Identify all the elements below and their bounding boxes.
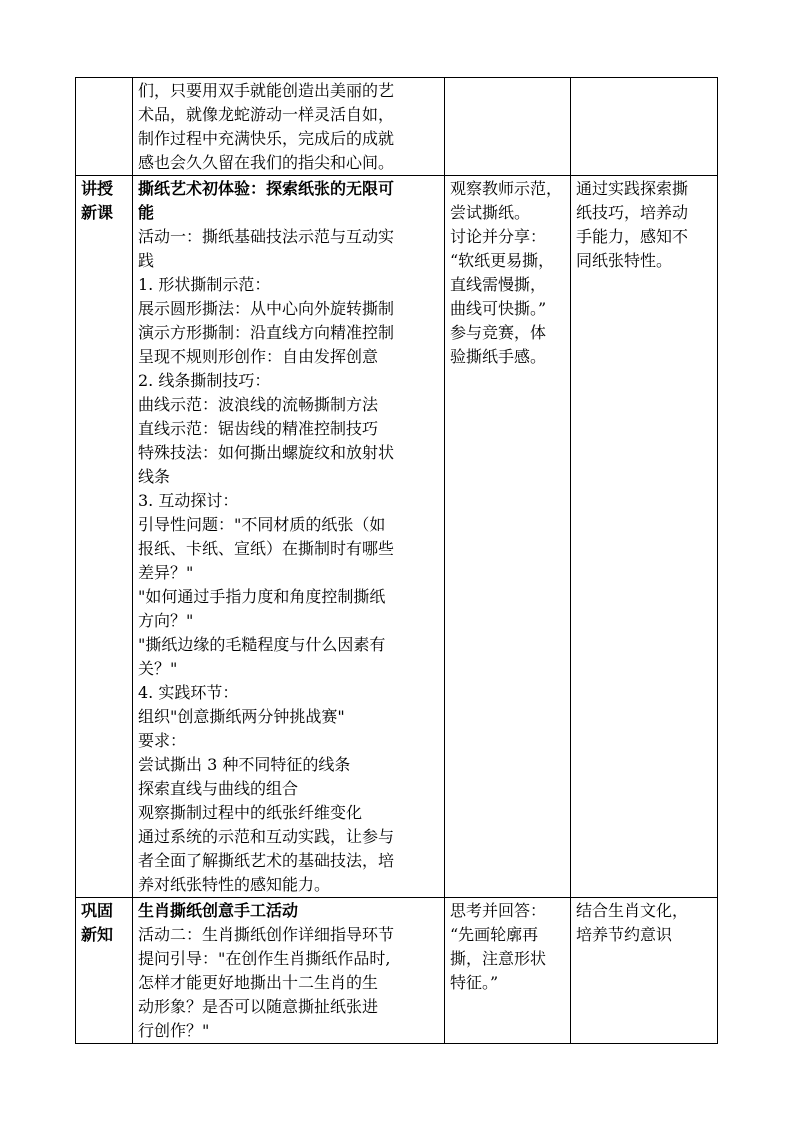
text-line: 直线需慢撕， (450, 275, 547, 294)
text-line: 纸技巧，培养动 (576, 203, 689, 222)
text-line: 者全面了解撕纸艺术的基础技法，培 (138, 851, 395, 870)
text-line: 尝试撕纸。 (450, 203, 531, 222)
text-line: 尝试撕出 3 种不同特征的线条 (138, 755, 351, 774)
text-line: 4. 实践环节： (138, 683, 239, 702)
content-text (138, 225, 439, 897)
text-line: 直线示范：锯齿线的精准控制技巧 (138, 419, 379, 438)
text-line: 生肖撕纸创意手工活动 (138, 901, 299, 920)
content-cell (133, 898, 445, 1044)
section-heading (138, 899, 439, 923)
text-line: 同纸张特性。 (576, 251, 673, 270)
text-line: "如何通过手指力度和角度控制撕纸 (138, 587, 386, 606)
text-line: 方向？" (138, 611, 194, 630)
table-row (76, 78, 718, 176)
text-line: 感也会久久留在我们的指尖和心间。 (138, 153, 395, 172)
text-line: 动形象？是否可以随意撕扯纸张进 (138, 997, 379, 1016)
text-line: 践 (138, 251, 155, 270)
text-line: 手能力，感知不 (576, 227, 689, 246)
text-line: 特殊技法：如何撕出螺旋纹和放射状 (138, 443, 395, 462)
text-line: 线条 (138, 467, 171, 486)
content-text (138, 79, 439, 175)
text-line: “先画轮廓再 (450, 925, 539, 944)
text-line: 术品，就像龙蛇游动一样灵活自如， (138, 105, 395, 124)
content-text (138, 923, 439, 1043)
lesson-plan-table (75, 77, 718, 1044)
text-line: 活动二：生肖撕纸创作详细指导环节 (138, 925, 395, 944)
text-line: “软纸更易撕， (450, 251, 555, 270)
text-line: 讨论并分享： (450, 227, 547, 246)
text-line: 呈现不规则形创作：自由发挥创意 (138, 347, 379, 366)
stage-cell (76, 176, 133, 898)
stage-cell (76, 78, 133, 176)
stage-cell (76, 898, 133, 1044)
text-line: 特征。” (450, 973, 499, 992)
text-line: 撕，注意形状 (450, 949, 547, 968)
design-purpose-cell (571, 898, 718, 1044)
text-line: 曲线可快撕。” (450, 299, 547, 318)
text-line: 提问引导："在创作生肖撕纸作品时, (138, 949, 391, 968)
text-line: 通过系统的示范和互动实践，让参与 (138, 827, 395, 846)
text-line: 探索直线与曲线的组合 (138, 779, 299, 798)
text-line: 参与竞赛，体 (450, 323, 547, 342)
text-line: 展示圆形撕法：从中心向外旋转撕制 (138, 299, 395, 318)
text-line: 通过实践探索撕 (576, 179, 689, 198)
text-line: 1. 形状撕制示范： (138, 275, 271, 294)
text-line: 行创作？" (138, 1021, 210, 1040)
text-line: 活动一：撕纸基础技法示范与互动实 (138, 227, 395, 246)
content-cell (133, 78, 445, 176)
text-line: 观察撕制过程中的纸张纤维变化 (138, 803, 363, 822)
text-line: 制作过程中充满快乐，完成后的成就 (138, 129, 395, 148)
text-line: 思考并回答： (450, 901, 547, 920)
section-heading (138, 177, 439, 225)
text-line: "撕纸边缘的毛糙程度与什么因素有 (138, 635, 386, 654)
text-line: 养对纸张特性的感知能力。 (138, 875, 331, 894)
student-activity-cell (445, 176, 571, 898)
table-row (76, 898, 718, 1044)
text-line: 撕纸艺术初体验：探索纸张的无限可 (138, 179, 395, 198)
text-line: 培养节约意识 (576, 925, 673, 944)
text-line: 新知 (81, 925, 114, 944)
text-line: 结合生肖文化， (576, 901, 689, 920)
text-line: 要求： (138, 731, 187, 750)
text-line: 3. 互动探讨： (138, 491, 239, 510)
design-purpose-cell (571, 176, 718, 898)
text-line: 报纸、卡纸、宣纸）在撕制时有哪些 (138, 539, 395, 558)
text-line: 演示方形撕制：沿直线方向精准控制 (138, 323, 395, 342)
design-purpose-cell (571, 78, 718, 176)
text-line: 讲授 (81, 179, 114, 198)
table-row (76, 176, 718, 898)
text-line: 关？" (138, 659, 178, 678)
text-line: 曲线示范：波浪线的流畅撕制方法 (138, 395, 379, 414)
student-activity-cell (445, 898, 571, 1044)
student-activity-cell (445, 78, 571, 176)
text-line: 引导性问题："不同材质的纸张（如 (138, 515, 386, 534)
text-line: 新课 (81, 203, 114, 222)
content-cell (133, 176, 445, 898)
text-line: 2. 线条撕制技巧： (138, 371, 271, 390)
text-line: 验撕纸手感。 (450, 347, 547, 366)
text-line: 组织"创意撕纸两分钟挑战赛" (138, 707, 345, 726)
text-line: 们，只要用双手就能创造出美丽的艺 (138, 81, 395, 100)
text-line: 差异？" (138, 563, 194, 582)
text-line: 巩固 (81, 901, 114, 920)
text-line: 能 (138, 203, 155, 222)
text-line: 怎样才能更好地撕出十二生肖的生 (138, 973, 379, 992)
text-line: 观察教师示范， (450, 179, 563, 198)
